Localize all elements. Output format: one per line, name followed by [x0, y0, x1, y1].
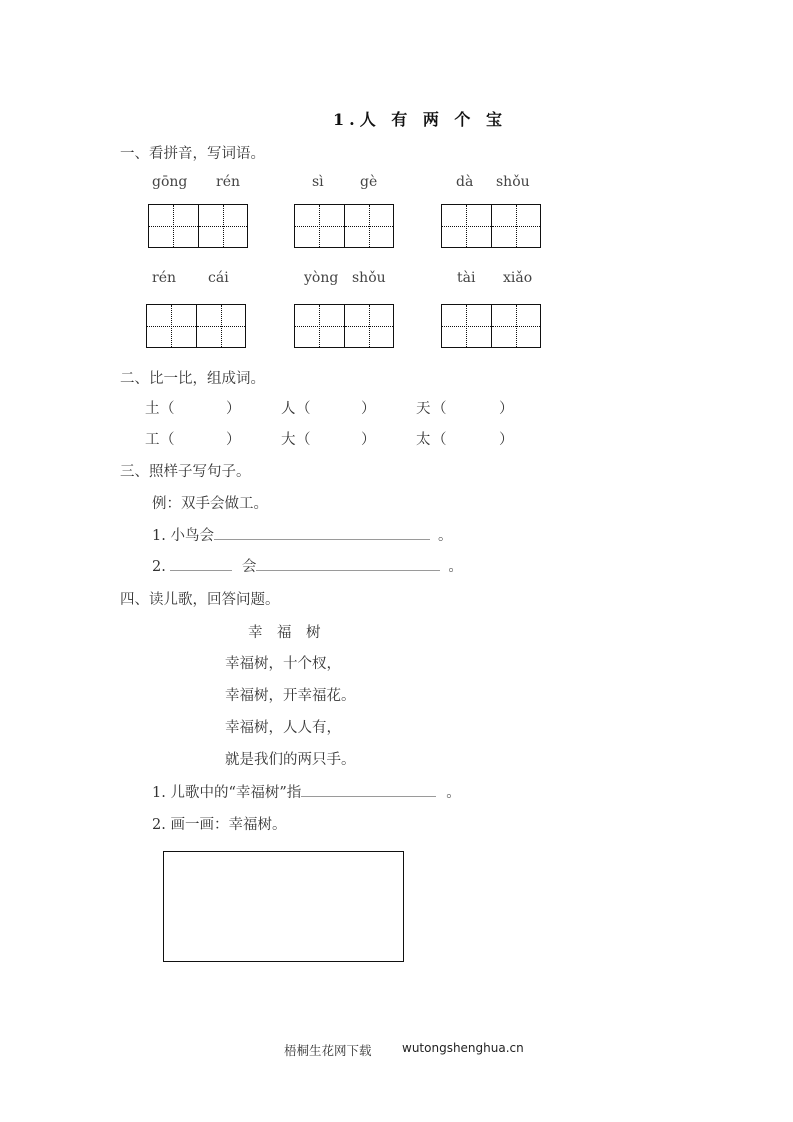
- compare-char: 太: [416, 432, 431, 448]
- footer-site-url[interactable]: wutongshenghua.cn: [402, 1041, 524, 1055]
- sentence-item-1: [152, 524, 452, 545]
- writing-grid[interactable]: [294, 304, 394, 348]
- paren-close: ）: [499, 432, 514, 448]
- question-1: [152, 781, 461, 802]
- drawing-box[interactable]: [163, 851, 404, 962]
- example-sentence: 例：双手会做工。: [152, 496, 268, 512]
- question-1-prefix: 1. 儿歌中的“幸福树”指: [152, 785, 302, 801]
- pinyin: yòng: [304, 270, 339, 286]
- section-3-heading: 三、照样子写句子。: [120, 464, 251, 480]
- poem-line: 幸福树，人人有，: [225, 720, 341, 736]
- paren-open: （: [432, 432, 447, 448]
- writing-grid[interactable]: [294, 204, 394, 248]
- pinyin: xiǎo: [503, 270, 533, 286]
- compare-char: 大: [281, 432, 296, 448]
- poem-title: 幸 福 树: [248, 625, 321, 641]
- compare-char: 工: [145, 432, 160, 448]
- paren-open: （: [432, 401, 447, 417]
- paren-close: ）: [361, 401, 376, 417]
- poem-line: 幸福树，开幸福花。: [225, 688, 356, 704]
- section-2-heading: 二、比一比，组成词。: [120, 371, 265, 387]
- section-1-heading: 一、看拼音，写词语。: [120, 146, 265, 162]
- paren-open: （: [160, 432, 175, 448]
- pinyin: shǒu: [352, 270, 386, 286]
- paren-close: ）: [499, 401, 514, 417]
- pinyin: gōng: [152, 174, 188, 190]
- writing-grid[interactable]: [146, 304, 246, 348]
- question-2: 2. 画一画：幸福树。: [152, 817, 287, 833]
- item-1-prefix: 1. 小鸟会: [152, 528, 214, 544]
- compare-char: 土: [145, 401, 160, 417]
- section-4-heading: 四、读儿歌，回答问题。: [120, 592, 280, 608]
- footer-site-name: 梧桐生花网下载: [284, 1043, 372, 1058]
- pinyin: tài: [457, 270, 476, 286]
- item-1-suffix: 。: [437, 528, 453, 544]
- poem-line: 幸福树，十个杈，: [225, 656, 341, 672]
- paren-open: （: [296, 432, 311, 448]
- item-2-suffix: 。: [448, 559, 463, 575]
- item-2-mid: 会: [241, 559, 257, 575]
- pinyin: rén: [216, 174, 240, 190]
- pinyin: rén: [152, 270, 176, 286]
- writing-grid[interactable]: [148, 204, 248, 248]
- answer-blank[interactable]: [301, 782, 436, 797]
- answer-blank[interactable]: [214, 525, 430, 540]
- compare-char: 人: [281, 401, 296, 417]
- pinyin: gè: [360, 174, 378, 190]
- paren-close: ）: [361, 432, 376, 448]
- pinyin: sì: [312, 174, 324, 190]
- writing-grid[interactable]: [441, 304, 541, 348]
- paren-close: ）: [226, 432, 241, 448]
- question-1-suffix: 。: [446, 785, 461, 801]
- pinyin: shǒu: [496, 174, 530, 190]
- paren-open: （: [160, 401, 175, 417]
- paren-open: （: [296, 401, 311, 417]
- poem-line: 就是我们的两只手。: [225, 752, 356, 768]
- answer-blank[interactable]: [256, 556, 440, 571]
- answer-blank[interactable]: [170, 556, 232, 571]
- pinyin: dà: [456, 174, 474, 190]
- paren-close: ）: [226, 401, 241, 417]
- sentence-item-2: [152, 555, 463, 576]
- item-2-prefix: 2.: [152, 559, 166, 575]
- writing-grid[interactable]: [441, 204, 541, 248]
- compare-char: 天: [416, 401, 431, 417]
- page-title: 1.人 有 两 个 宝: [333, 110, 507, 129]
- pinyin: cái: [208, 270, 229, 286]
